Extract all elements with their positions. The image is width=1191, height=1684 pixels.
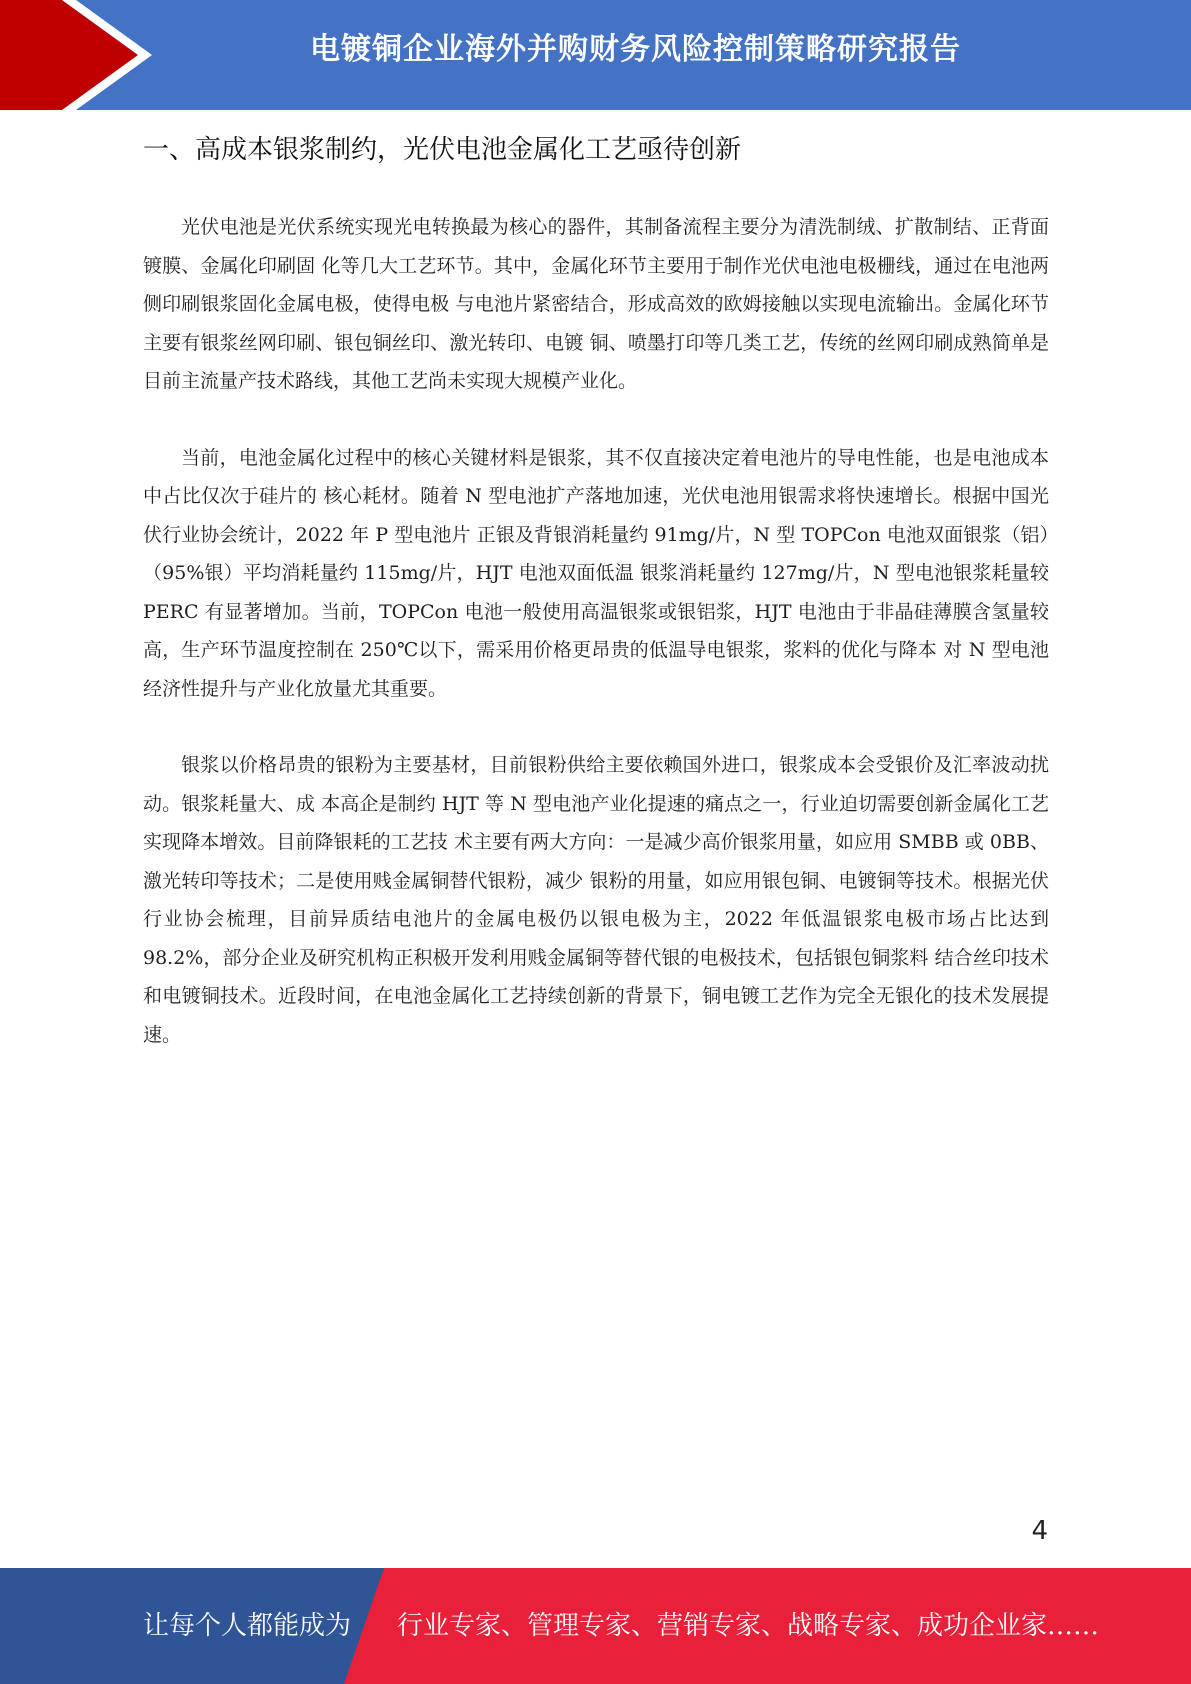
paragraph-2: 当前，电池金属化过程中的核心关键材料是银浆，其不仅直接决定着电池片的导电性能，也是电池成本中占比仅次于硅片的 核心耗材。随着 N 型电池扩产落地加速，光伏电池用银需求将快速增长。根据中国光伏行业协会统计，2022 年 P 型电池片 正银及背银消耗量约 91mg/片，N 型 TOPCon 电池双面银浆（铝）（95%银）平均消耗量约 115mg/片，HJT 电池双面低温 银浆消耗量约 127mg/片，N 型电池银浆耗量较 PERC 有显著增加。当前，TOPCon 电池一般使用高温银浆或银铝浆，HJT 电池由于非晶硅薄膜含氢量较高，生产环节温度控制在 250℃以下，需采用价格更昂贵的低温导电银浆，浆料的优化与降本 对 N 型电池经济性提升与产业化放量尤其重要。 bbox=[143, 446, 1049, 700]
paragraph-3: 银浆以价格昂贵的银粉为主要基材，目前银粉供给主要依赖国外进口，银浆成本会受银价及汇率波动扰动。银浆耗量大、成 本高企是制约 HJT 等 N 型电池产业化提速的痛点之一，行业迫切需要创新金属化工艺实现降本增效。目前降银耗的工艺技 术主要有两大方向：一是减少高价银浆用量，如应用 SMBB 或 0BB、激光转印等技术；二是使用贱金属铜替代银粉，减少 银粉的用量，如应用银包铜、电镀铜等技术。根据光伏行业协会梳理，目前异质结电池片的金属电极仍以银电极为主，2022 年低温银浆电极市场占比达到 98.2%，部分企业及研究机构正积极开发利用贱金属铜等替代银的电极技术，包括银包铜浆料 结合丝印技术和电镀铜技术。近段时间，在电池金属化工艺持续创新的背景下，铜电镀工艺作为完全无银化的技术发展提速。 bbox=[143, 754, 1049, 1046]
section-heading: 一、高成本银浆制约，光伏电池金属化工艺亟待创新 bbox=[143, 135, 742, 165]
page-header bbox=[0, 0, 1191, 110]
page-footer bbox=[0, 1568, 1191, 1684]
footer-slogan-left: 让每个人都能成为 bbox=[143, 1611, 352, 1641]
header-red-block bbox=[0, 0, 138, 110]
paragraph-1: 光伏电池是光伏系统实现光电转换最为核心的器件，其制备流程主要分为清洗制绒、扩散制结、正背面镀膜、金属化印刷固 化等几大工艺环节。其中，金属化环节主要用于制作光伏电池电极栅线，通过在电池两侧印刷银浆固化金属电极，使得电极 与电池片紧密结合，形成高效的欧姆接触以实现电流输出。金属化环节主要有银浆丝网印刷、银包铜丝印、激光转印、电镀 铜、喷墨打印等几类工艺，传统的丝网印刷成熟简单是目前主流量产技术路线，其他工艺尚未实现大规模产业化。 bbox=[143, 216, 1049, 392]
header-chevron-decoration bbox=[0, 0, 160, 110]
footer-slogan-right: 行业专家、管理专家、营销专家、战略专家、成功企业家…… bbox=[397, 1611, 1100, 1641]
main-content bbox=[143, 128, 1049, 1092]
report-title: 电镀铜企业海外并购财务风险控制策略研究报告 bbox=[310, 32, 961, 67]
page-number: 4 bbox=[1031, 1516, 1048, 1546]
